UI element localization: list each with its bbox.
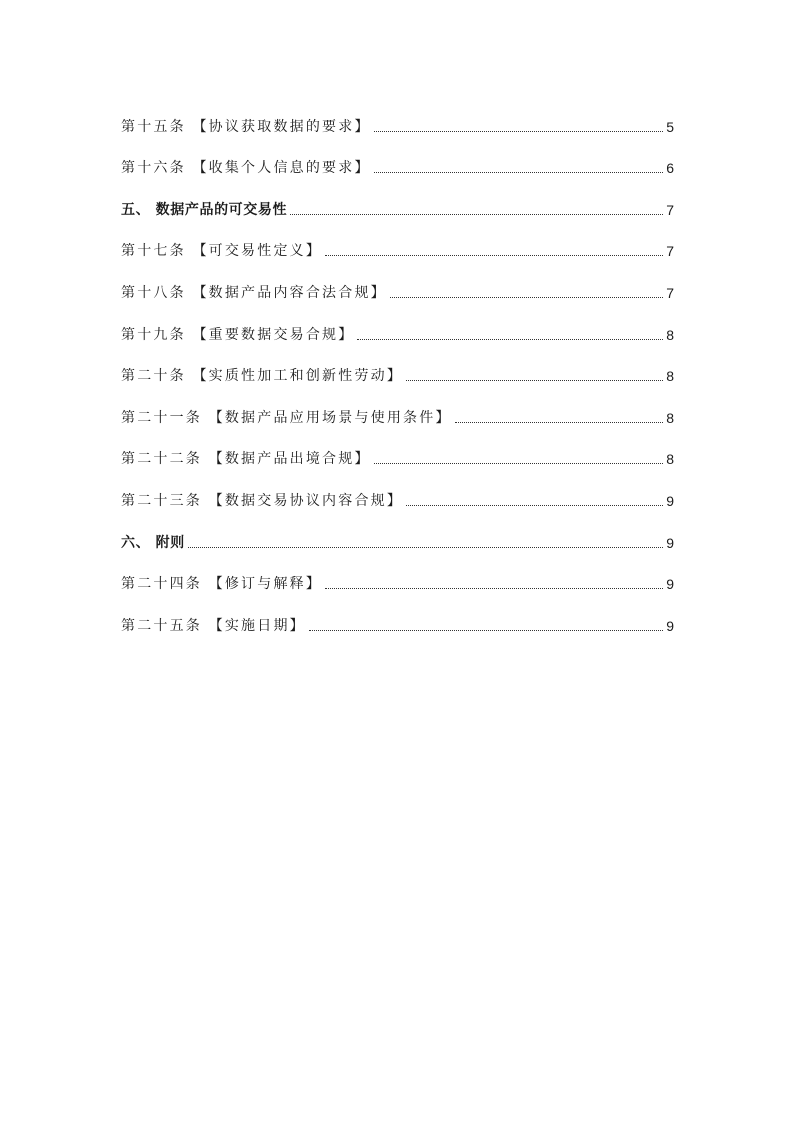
dot-leader xyxy=(325,255,663,256)
toc-page-number: 8 xyxy=(666,326,674,343)
toc-entry-article-23[interactable] xyxy=(121,478,674,520)
toc-entry-article-16[interactable] xyxy=(121,146,674,188)
toc-entry-article-15[interactable] xyxy=(121,104,674,146)
toc-page-number: 8 xyxy=(666,451,674,468)
toc-entry-article-24[interactable] xyxy=(121,562,674,604)
toc-page-number: 7 xyxy=(666,201,674,218)
toc-page-number: 9 xyxy=(666,617,674,634)
toc-entry-title: 第十九条 【重要数据交易合规】 xyxy=(121,326,355,343)
toc-entry-article-17[interactable] xyxy=(121,229,674,271)
toc-page-number: 7 xyxy=(666,284,674,301)
toc-entry-section-6[interactable] xyxy=(121,520,674,562)
dot-leader xyxy=(309,630,663,631)
toc-entry-title: 第十八条 【数据产品内容合法合规】 xyxy=(121,284,387,301)
toc-entry-title: 第二十二条 【数据产品出境合规】 xyxy=(121,451,371,468)
toc-page-number: 9 xyxy=(666,576,674,593)
dot-leader xyxy=(374,172,664,173)
toc-entry-article-22[interactable] xyxy=(121,437,674,479)
dot-leader xyxy=(406,505,663,506)
toc-entry-title: 第二十四条 【修订与解释】 xyxy=(121,576,323,593)
toc-entry-title: 第十七条 【可交易性定义】 xyxy=(121,243,323,260)
toc-entry-article-25[interactable] xyxy=(121,603,674,645)
toc-page-number: 9 xyxy=(666,492,674,509)
toc-page-number: 5 xyxy=(666,118,674,135)
table-of-contents xyxy=(121,104,674,645)
toc-entry-section-5[interactable] xyxy=(121,187,674,229)
dot-leader xyxy=(406,380,663,381)
toc-entry-title: 第二十条 【实质性加工和创新性劳动】 xyxy=(121,368,404,385)
dot-leader xyxy=(455,422,664,423)
dot-leader xyxy=(357,339,663,340)
toc-entry-title: 第十六条 【收集个人信息的要求】 xyxy=(121,160,371,177)
dot-leader xyxy=(374,131,664,132)
toc-entry-title: 第二十三条 【数据交易协议内容合规】 xyxy=(121,492,404,509)
toc-section-title: 五、 数据产品的可交易性 xyxy=(121,201,288,218)
toc-section-title: 六、 附则 xyxy=(121,534,185,551)
dot-leader xyxy=(290,214,663,215)
dot-leader xyxy=(325,588,663,589)
toc-page-number: 6 xyxy=(666,160,674,177)
toc-page-number: 7 xyxy=(666,243,674,260)
toc-page-number: 8 xyxy=(666,368,674,385)
toc-entry-article-21[interactable] xyxy=(121,395,674,437)
toc-entry-article-19[interactable] xyxy=(121,312,674,354)
toc-entry-title: 第二十一条 【数据产品应用场景与使用条件】 xyxy=(121,409,452,426)
toc-entry-article-18[interactable] xyxy=(121,270,674,312)
toc-page-number: 8 xyxy=(666,409,674,426)
dot-leader xyxy=(188,547,663,548)
toc-page-number: 9 xyxy=(666,534,674,551)
dot-leader xyxy=(390,297,663,298)
toc-entry-article-20[interactable] xyxy=(121,354,674,396)
toc-entry-title: 第十五条 【协议获取数据的要求】 xyxy=(121,118,371,135)
toc-entry-title: 第二十五条 【实施日期】 xyxy=(121,617,306,634)
dot-leader xyxy=(374,463,664,464)
